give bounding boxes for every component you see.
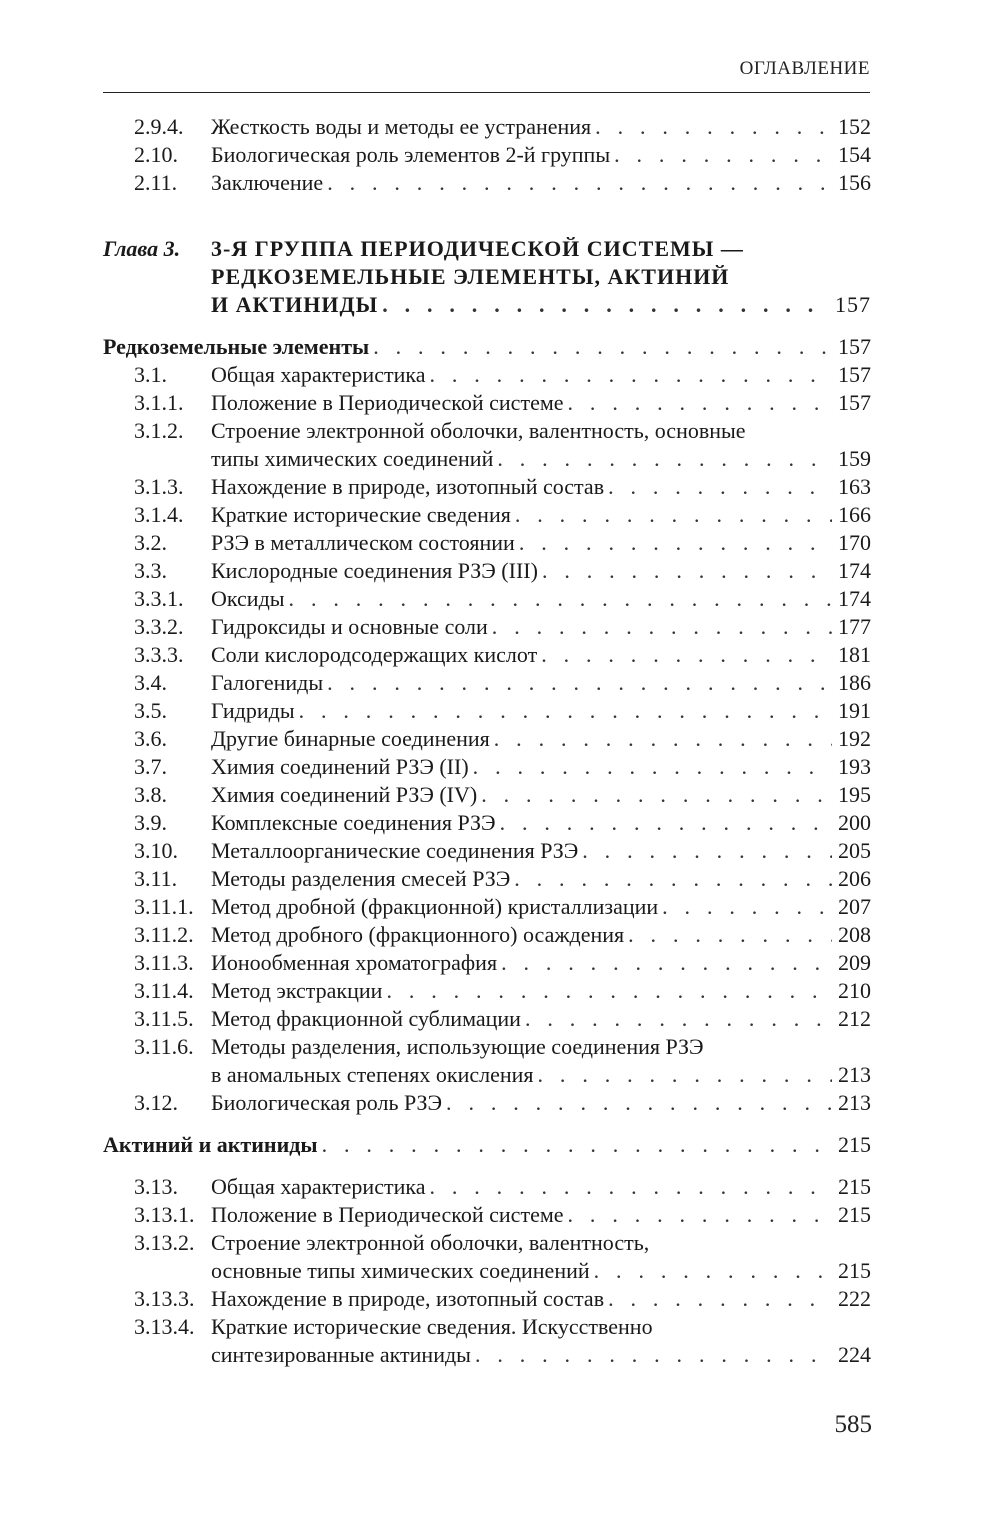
entry-text-block <box>211 389 871 417</box>
entry-line <box>211 837 871 865</box>
entry-line <box>211 445 871 473</box>
entry-page-number: 206 <box>838 866 871 891</box>
entry-page-number: 205 <box>838 838 871 863</box>
entry-line <box>211 1257 871 1285</box>
entry-page-number: 191 <box>838 698 871 723</box>
toc-entry[interactable] <box>103 1313 871 1369</box>
entry-line <box>211 1173 871 1201</box>
entry-number: 3.1.3. <box>134 474 184 499</box>
entry-page-number: 222 <box>838 1286 871 1311</box>
toc-entry[interactable] <box>103 417 871 473</box>
entry-line <box>211 529 871 557</box>
entry-line <box>211 753 871 781</box>
entry-line <box>211 417 871 445</box>
dot-leader <box>608 1285 832 1313</box>
entry-number: 3.1.1. <box>134 390 184 415</box>
entry-line <box>211 473 871 501</box>
entry-page-number: 157 <box>838 362 871 387</box>
entry-number: 3.3. <box>134 558 167 583</box>
entry-title: Метод экстракции <box>211 978 383 1003</box>
entry-line <box>211 1201 871 1229</box>
entry-title: Гидроксиды и основные соли <box>211 614 488 639</box>
entry-page-number: 208 <box>838 922 871 947</box>
dot-leader <box>289 585 832 613</box>
toc-entry[interactable] <box>103 613 871 641</box>
entry-page-number: 156 <box>838 170 871 195</box>
dot-leader <box>514 865 832 893</box>
entry-page-number: 212 <box>838 1006 871 1031</box>
entry-title: Нахождение в природе, изотопный состав <box>211 1286 605 1311</box>
entry-number: 3.8. <box>134 782 167 807</box>
entry-number: 3.1.2. <box>134 418 184 443</box>
toc-entry[interactable] <box>103 669 871 697</box>
entry-text-block <box>211 725 871 753</box>
entry-number: 3.11.5. <box>134 1006 194 1031</box>
entry-page-number: 193 <box>838 754 871 779</box>
entry-line <box>211 113 871 141</box>
entry-page-number: 200 <box>838 810 871 835</box>
entry-number: 3.12. <box>134 1090 178 1115</box>
entry-number: 3.9. <box>134 810 167 835</box>
entry-line <box>211 557 871 585</box>
entry-text-block <box>211 113 871 141</box>
entry-text-block <box>211 641 871 669</box>
entry-title: Гидриды <box>211 698 295 723</box>
dot-leader <box>608 473 832 501</box>
entry-title: Жесткость воды и методы ее устранения <box>211 114 592 139</box>
entry-title: Краткие исторические сведения <box>211 502 511 527</box>
entry-line <box>211 585 871 613</box>
dot-leader <box>542 557 832 585</box>
entry-title: Оксиды <box>211 586 285 611</box>
toc-entry[interactable] <box>103 529 871 557</box>
entry-page-number: 157 <box>838 390 871 415</box>
toc-entry[interactable] <box>103 501 871 529</box>
dot-leader <box>446 1089 832 1117</box>
dot-leader <box>501 949 832 977</box>
dot-leader <box>386 977 832 1005</box>
entry-text-block <box>211 417 871 473</box>
entry-title: Положение в Периодической системе <box>211 1202 564 1227</box>
entry-text-block <box>211 1173 871 1201</box>
entry-line <box>211 389 871 417</box>
entry-page-number: 152 <box>838 114 871 139</box>
entry-line <box>211 1005 871 1033</box>
toc-entry[interactable] <box>103 141 871 169</box>
dot-leader <box>662 893 832 921</box>
entry-text-block <box>211 1229 871 1285</box>
entry-title: Биологическая роль РЗЭ <box>211 1090 443 1115</box>
entry-title: Металлоорганические соединения РЗЭ <box>211 838 579 863</box>
entry-line <box>211 949 871 977</box>
entry-title: Краткие исторические сведения. Искусственно <box>211 1314 653 1339</box>
entry-number: 3.5. <box>134 698 167 723</box>
entry-title: Химия соединений РЗЭ (II) <box>211 754 469 779</box>
entry-line <box>211 361 871 389</box>
entry-line <box>211 613 871 641</box>
entry-title: Метод дробного (фракционного) осаждения <box>211 922 625 947</box>
entry-title: Соли кислородсодержащих кислот <box>211 642 538 667</box>
dot-leader <box>515 501 832 529</box>
entry-text-block <box>211 473 871 501</box>
dot-leader <box>322 1131 832 1159</box>
toc-entry[interactable] <box>103 1285 871 1313</box>
entry-line <box>211 865 871 893</box>
entry-title: Биологическая роль элементов 2-й группы <box>211 142 611 167</box>
toc-entry[interactable] <box>103 389 871 417</box>
entry-number: 3.13. <box>134 1174 178 1199</box>
entry-number: 3.3.2. <box>134 614 184 639</box>
entry-page-number: 174 <box>838 586 871 611</box>
entry-line <box>211 141 871 169</box>
entry-title-continued: типы химических соединений <box>211 446 494 471</box>
toc-entry[interactable] <box>103 753 871 781</box>
entry-number: 3.11.1. <box>134 894 194 919</box>
dot-leader <box>541 641 832 669</box>
entry-line <box>211 1229 871 1257</box>
entry-text-block <box>211 557 871 585</box>
toc-entry[interactable] <box>103 977 871 1005</box>
entry-page-number: 181 <box>838 642 871 667</box>
table-of-contents <box>103 113 871 1369</box>
entry-title: Методы разделения смесей РЗЭ <box>211 866 511 891</box>
entry-text-block <box>211 1089 871 1117</box>
entry-line <box>211 169 871 197</box>
toc-entry[interactable] <box>103 473 871 501</box>
dot-leader <box>473 753 832 781</box>
entry-number: 3.4. <box>134 670 167 695</box>
entry-number: 3.11.6. <box>134 1034 194 1059</box>
dot-leader <box>429 1173 832 1201</box>
toc-entry[interactable] <box>103 921 871 949</box>
entry-number: 3.11.3. <box>134 950 194 975</box>
dot-leader <box>568 1201 832 1229</box>
running-head: ОГЛАВЛЕНИЕ <box>739 58 870 79</box>
entry-line <box>211 697 871 725</box>
entry-line <box>211 921 871 949</box>
entry-text-block <box>211 837 871 865</box>
entry-line <box>211 781 871 809</box>
entry-number: 2.10. <box>134 142 178 167</box>
section-heading-rare-earth[interactable] <box>103 333 871 361</box>
entry-title: Химия соединений РЗЭ (IV) <box>211 782 478 807</box>
entry-text-block <box>211 1201 871 1229</box>
toc-entry[interactable] <box>103 1089 871 1117</box>
entry-number: 3.7. <box>134 754 167 779</box>
entry-page-number: 207 <box>838 894 871 919</box>
entry-text-block <box>211 697 871 725</box>
entry-number: 3.13.2. <box>134 1230 195 1255</box>
dot-leader <box>568 389 832 417</box>
entry-page-number: 159 <box>838 446 871 471</box>
entry-line <box>211 501 871 529</box>
entry-page-number: 163 <box>838 474 871 499</box>
dot-leader <box>582 837 832 865</box>
entry-page-number: 192 <box>838 726 871 751</box>
entry-title: Нахождение в природе, изотопный состав <box>211 474 605 499</box>
entry-text-block <box>211 529 871 557</box>
toc-entry[interactable] <box>103 1229 871 1285</box>
entry-text-block <box>211 893 871 921</box>
entry-text-block <box>211 585 871 613</box>
dot-leader <box>628 921 832 949</box>
entry-text-block <box>211 1285 871 1313</box>
entry-text-block <box>211 921 871 949</box>
entry-number: 3.13.4. <box>134 1314 195 1339</box>
entry-number: 3.13.1. <box>134 1202 195 1227</box>
toc-entry[interactable] <box>103 809 871 837</box>
entry-text-block <box>211 169 871 197</box>
entry-number: 3.3.1. <box>134 586 184 611</box>
chapter-title-line: РЕДКОЗЕМЕЛЬНЫЕ ЭЛЕМЕНТЫ, АКТИНИЙ <box>211 264 730 289</box>
chapter-title-line: 3-Я ГРУППА ПЕРИОДИЧЕСКОЙ СИСТЕМЫ — <box>211 236 744 261</box>
entry-page-number: 195 <box>838 782 871 807</box>
entry-title: Общая характеристика <box>211 1174 426 1199</box>
entry-number: 3.10. <box>134 838 178 863</box>
entry-text-block <box>211 1313 871 1369</box>
chapter-page-number: 157 <box>835 292 871 317</box>
entry-number: 2.9.4. <box>134 114 184 139</box>
toc-entry[interactable] <box>103 949 871 977</box>
entry-line <box>211 1341 871 1369</box>
entry-title: Методы разделения, использующие соединения РЗЭ <box>211 1034 704 1059</box>
entry-title: Галогениды <box>211 670 324 695</box>
entry-number: 3.1.4. <box>134 502 184 527</box>
entry-text-block <box>211 501 871 529</box>
dot-leader <box>494 725 832 753</box>
entry-page-number: 215 <box>838 1202 871 1227</box>
dot-leader <box>382 291 829 319</box>
toc-entry[interactable] <box>103 557 871 585</box>
entry-text-block <box>211 809 871 837</box>
dot-leader <box>492 613 832 641</box>
toc-entry[interactable] <box>103 1201 871 1229</box>
entry-page-number: 213 <box>838 1090 871 1115</box>
dot-leader <box>595 113 832 141</box>
chapter-label: Глава 3. <box>103 236 181 261</box>
section-page-number: 157 <box>838 334 871 359</box>
dot-leader <box>327 169 832 197</box>
entry-text-block <box>211 753 871 781</box>
entry-line <box>211 1089 871 1117</box>
dot-leader <box>538 1061 832 1089</box>
entry-page-number: 209 <box>838 950 871 975</box>
section-title: Редкоземельные элементы <box>103 334 370 359</box>
entry-number: 3.6. <box>134 726 167 751</box>
entry-line <box>211 1285 871 1313</box>
entry-text-block <box>211 781 871 809</box>
entry-page-number: 170 <box>838 530 871 555</box>
entry-title: РЗЭ в металлическом состоянии <box>211 530 515 555</box>
entry-line <box>211 1033 871 1061</box>
entry-number: 3.11.2. <box>134 922 194 947</box>
entry-title: Комплексные соединения РЗЭ <box>211 810 496 835</box>
dot-leader <box>475 1341 832 1369</box>
dot-leader <box>299 697 832 725</box>
entry-page-number: 215 <box>838 1174 871 1199</box>
dot-leader <box>594 1257 832 1285</box>
top-entries <box>103 113 871 197</box>
entry-text-block <box>211 1033 871 1089</box>
entry-line <box>211 669 871 697</box>
toc-entry[interactable] <box>103 585 871 613</box>
entry-page-number: 186 <box>838 670 871 695</box>
chapter-title-line: И АКТИНИДЫ <box>211 292 379 317</box>
header-rule <box>103 92 870 93</box>
entry-number: 3.3.3. <box>134 642 184 667</box>
entry-title: Общая характеристика <box>211 362 426 387</box>
entry-title: Другие бинарные соединения <box>211 726 490 751</box>
toc-entry[interactable] <box>103 641 871 669</box>
toc-entry[interactable] <box>103 1173 871 1201</box>
entry-number: 3.2. <box>134 530 167 555</box>
entry-page-number: 213 <box>838 1062 871 1087</box>
entry-title: Строение электронной оболочки, валентность, основные <box>211 418 746 443</box>
entry-title: Ионообменная хроматография <box>211 950 498 975</box>
entry-title: Положение в Периодической системе <box>211 390 564 415</box>
toc-entry[interactable] <box>103 113 871 141</box>
entry-page-number: 215 <box>838 1258 871 1283</box>
page-number: 585 <box>834 1411 872 1438</box>
toc-entry[interactable] <box>103 169 871 197</box>
entry-line <box>211 641 871 669</box>
dot-leader <box>614 141 832 169</box>
entry-title: Заключение <box>211 170 324 195</box>
dot-leader <box>519 529 832 557</box>
dot-leader <box>500 809 832 837</box>
entry-line <box>211 893 871 921</box>
entry-page-number: 224 <box>838 1342 871 1367</box>
toc-entry[interactable] <box>103 1005 871 1033</box>
entry-page-number: 210 <box>838 978 871 1003</box>
dot-leader <box>373 333 832 361</box>
entry-title-continued: основные типы химических соединений <box>211 1258 590 1283</box>
toc-entry[interactable] <box>103 725 871 753</box>
toc-entry[interactable] <box>103 865 871 893</box>
entry-number: 3.11.4. <box>134 978 194 1003</box>
toc-entry[interactable] <box>103 1033 871 1089</box>
dot-leader <box>429 361 832 389</box>
entry-text-block <box>211 1005 871 1033</box>
entry-number: 3.1. <box>134 362 167 387</box>
entry-line <box>211 977 871 1005</box>
section-title: Актиний и актиниды <box>103 1132 318 1157</box>
section-heading-actinides[interactable] <box>103 1131 871 1159</box>
section1-entries <box>103 361 871 1117</box>
entry-title-continued: в аномальных степенях окисления <box>211 1062 534 1087</box>
entry-page-number: 177 <box>838 614 871 639</box>
entry-title: Строение электронной оболочки, валентность, <box>211 1230 650 1255</box>
entry-title: Кислородные соединения РЗЭ (III) <box>211 558 538 583</box>
entry-line <box>211 1313 871 1341</box>
entry-text-block <box>211 361 871 389</box>
entry-line <box>211 809 871 837</box>
toc-entry[interactable] <box>103 361 871 389</box>
entry-page-number: 154 <box>838 142 871 167</box>
entry-number: 2.11. <box>134 170 178 195</box>
toc-entry[interactable] <box>103 837 871 865</box>
entry-title: Метод дробной (фракционной) кристаллизации <box>211 894 659 919</box>
dot-leader <box>327 669 832 697</box>
entry-line <box>211 725 871 753</box>
entry-number: 3.11. <box>134 866 178 891</box>
entry-title: Метод фракционной сублимации <box>211 1006 521 1031</box>
entry-text-block <box>211 669 871 697</box>
entry-text-block <box>211 613 871 641</box>
dot-leader <box>481 781 832 809</box>
entry-text-block <box>211 865 871 893</box>
dot-leader <box>497 445 832 473</box>
entry-page-number: 166 <box>838 502 871 527</box>
entry-page-number: 174 <box>838 558 871 583</box>
entry-text-block <box>211 949 871 977</box>
entry-number: 3.13.3. <box>134 1286 195 1311</box>
section-page-number: 215 <box>838 1132 871 1157</box>
toc-entry[interactable] <box>103 893 871 921</box>
entry-line <box>211 1061 871 1089</box>
dot-leader <box>525 1005 832 1033</box>
entry-text-block <box>211 141 871 169</box>
entry-title-continued: синтезированные актиниды <box>211 1342 471 1367</box>
toc-entry[interactable] <box>103 697 871 725</box>
entry-text-block <box>211 977 871 1005</box>
toc-entry[interactable] <box>103 781 871 809</box>
section2-entries <box>103 1173 871 1369</box>
chapter-heading[interactable] <box>103 235 871 319</box>
